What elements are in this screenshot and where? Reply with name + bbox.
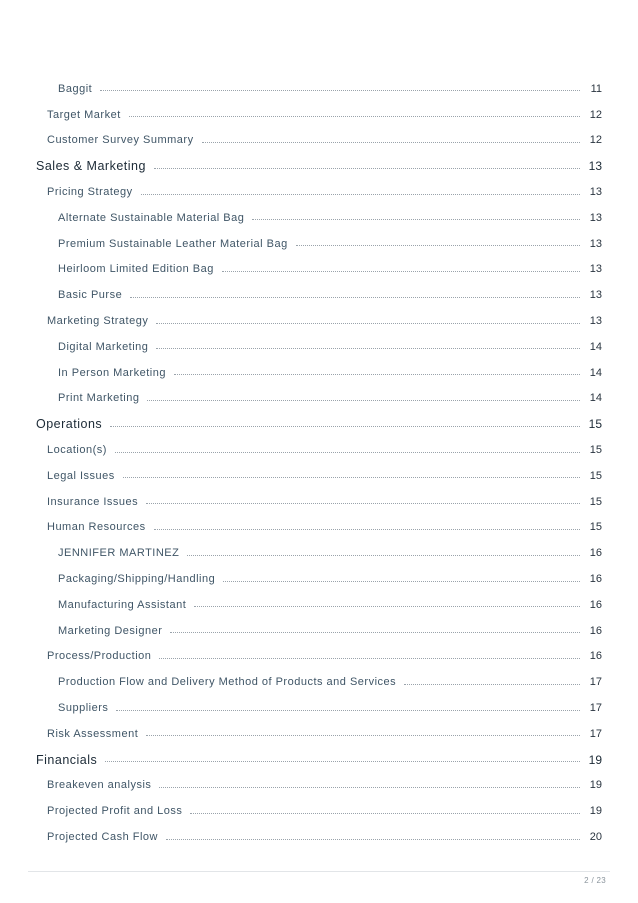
toc-dot-leader	[146, 503, 580, 504]
toc-dot-leader	[116, 710, 580, 711]
toc-entry-title: Heirloom Limited Edition Bag	[58, 263, 214, 276]
toc-entry[interactable]	[0, 308, 638, 334]
toc-dot-leader	[156, 348, 580, 349]
toc-dot-leader	[110, 426, 580, 427]
toc-entry-title: Print Marketing	[58, 392, 140, 405]
footer-divider	[28, 871, 610, 872]
toc-entry-title: Legal Issues	[47, 469, 115, 482]
toc-entry-page-number: 16	[589, 598, 602, 611]
toc-dot-leader	[174, 374, 580, 375]
toc-entry-page-number: 13	[589, 289, 602, 302]
toc-entry[interactable]	[0, 618, 638, 644]
toc-entry[interactable]	[0, 153, 638, 179]
toc-entry-title: Sales & Marketing	[36, 159, 146, 174]
toc-entry[interactable]	[0, 798, 638, 824]
toc-entry-page-number: 13	[589, 237, 602, 250]
toc-entry[interactable]	[0, 205, 638, 231]
toc-entry-page-number: 19	[589, 779, 602, 792]
toc-entry-title: Production Flow and Delivery Method of Products and Services	[58, 676, 397, 689]
toc-dot-leader	[222, 271, 580, 272]
toc-entry-page-number: 12	[589, 108, 602, 121]
toc-entry-page-number: 17	[589, 727, 602, 740]
toc-entry-title: Alternate Sustainable Material Bag	[58, 211, 245, 224]
toc-entry-title: In Person Marketing	[58, 366, 166, 379]
toc-entry[interactable]	[0, 824, 638, 850]
toc-entry[interactable]	[0, 76, 638, 102]
toc-entry-title: Marketing Strategy	[47, 315, 149, 328]
toc-entry-title: Financials	[36, 752, 98, 767]
toc-entry-page-number: 15	[589, 495, 602, 508]
toc-dot-leader	[223, 581, 580, 582]
toc-entry-title: Breakeven analysis	[47, 779, 152, 792]
toc-dot-leader	[187, 555, 580, 556]
toc-dot-leader	[147, 400, 580, 401]
toc-dot-leader	[296, 245, 580, 246]
toc-entry-title: Baggit	[58, 82, 93, 95]
toc-dot-leader	[100, 90, 580, 91]
toc-dot-leader	[156, 323, 580, 324]
toc-entry[interactable]	[0, 282, 638, 308]
toc-entry[interactable]	[0, 411, 638, 437]
toc-dot-leader	[130, 297, 580, 298]
toc-entry[interactable]	[0, 179, 638, 205]
toc-dot-leader	[141, 194, 580, 195]
toc-entry[interactable]	[0, 489, 638, 515]
toc-entry-page-number: 13	[589, 263, 602, 276]
toc-entry[interactable]	[0, 773, 638, 799]
toc-entry[interactable]	[0, 360, 638, 386]
toc-entry-title: Risk Assessment	[47, 727, 139, 740]
toc-entry[interactable]	[0, 669, 638, 695]
toc-entry[interactable]	[0, 592, 638, 618]
toc-entry[interactable]	[0, 437, 638, 463]
toc-entry-page-number: 13	[588, 159, 602, 174]
toc-entry-title: Human Resources	[47, 521, 146, 534]
toc-dot-leader	[404, 684, 580, 685]
page-indicator: 2 / 23	[584, 876, 606, 885]
toc-dot-leader	[154, 168, 580, 169]
toc-entry-page-number: 16	[589, 624, 602, 637]
toc-entry-page-number: 19	[589, 805, 602, 818]
toc-entry[interactable]	[0, 644, 638, 670]
toc-entry-title: Packaging/Shipping/Handling	[58, 573, 216, 586]
toc-entry-page-number: 16	[589, 573, 602, 586]
toc-entry[interactable]	[0, 566, 638, 592]
toc-entry-title: Manufacturing Assistant	[58, 598, 187, 611]
toc-entry-title: Process/Production	[47, 650, 152, 663]
toc-dot-leader	[105, 761, 580, 762]
table-of-contents	[0, 76, 638, 850]
toc-entry[interactable]	[0, 747, 638, 773]
toc-entry-title: Location(s)	[47, 444, 107, 457]
toc-dot-leader	[202, 142, 580, 143]
toc-entry-page-number: 16	[589, 650, 602, 663]
toc-entry-page-number: 16	[589, 547, 602, 560]
toc-dot-leader	[252, 219, 580, 220]
toc-dot-leader	[159, 658, 580, 659]
toc-dot-leader	[190, 813, 580, 814]
toc-entry[interactable]	[0, 102, 638, 128]
toc-entry-title: Marketing Designer	[58, 624, 163, 637]
toc-entry-title: Basic Purse	[58, 289, 123, 302]
toc-entry-page-number: 13	[589, 211, 602, 224]
toc-entry-page-number: 14	[589, 340, 602, 353]
toc-entry-page-number: 13	[589, 315, 602, 328]
toc-entry[interactable]	[0, 334, 638, 360]
toc-entry[interactable]	[0, 515, 638, 541]
toc-entry[interactable]	[0, 231, 638, 257]
toc-entry-page-number: 14	[589, 366, 602, 379]
toc-dot-leader	[146, 735, 580, 736]
toc-entry[interactable]	[0, 695, 638, 721]
toc-dot-leader	[159, 787, 580, 788]
toc-dot-leader	[154, 529, 580, 530]
toc-entry[interactable]	[0, 721, 638, 747]
toc-dot-leader	[170, 632, 580, 633]
toc-entry-title: Projected Cash Flow	[47, 831, 158, 843]
toc-entry-page-number: 15	[589, 444, 602, 457]
toc-entry-title: Digital Marketing	[58, 340, 149, 353]
toc-dot-leader	[115, 452, 580, 453]
toc-entry-title: Premium Sustainable Leather Material Bag	[58, 237, 288, 250]
toc-entry-title: Pricing Strategy	[47, 186, 133, 199]
toc-dot-leader	[129, 116, 580, 117]
toc-entry-page-number: 15	[589, 469, 602, 482]
toc-entry-page-number: 17	[589, 676, 602, 689]
toc-entry-page-number: 12	[589, 134, 602, 147]
toc-entry-page-number: 13	[589, 186, 602, 199]
toc-entry-title: Insurance Issues	[47, 495, 139, 508]
toc-dot-leader	[166, 839, 580, 840]
toc-entry[interactable]	[0, 540, 638, 566]
toc-dot-leader	[123, 477, 580, 478]
toc-entry-title: Customer Survey Summary	[47, 134, 194, 147]
toc-entry-title: Projected Profit and Loss	[47, 805, 183, 818]
toc-entry[interactable]	[0, 463, 638, 489]
toc-entry-page-number: 11	[590, 82, 602, 95]
toc-entry-page-number: 14	[589, 392, 602, 405]
toc-entry-title: JENNIFER MARTINEZ	[58, 547, 180, 560]
toc-entry-page-number: 15	[588, 417, 602, 432]
toc-entry-page-number: 15	[589, 521, 602, 534]
toc-entry-title: Suppliers	[58, 702, 109, 715]
toc-entry[interactable]	[0, 128, 638, 154]
toc-entry-page-number: 19	[588, 752, 602, 767]
toc-entry-title: Operations	[36, 417, 103, 432]
toc-entry[interactable]	[0, 386, 638, 412]
toc-entry-page-number: 17	[589, 702, 602, 715]
toc-entry[interactable]	[0, 257, 638, 283]
toc-entry-page-number: 20	[589, 831, 602, 843]
toc-dot-leader	[194, 606, 580, 607]
toc-entry-title: Target Market	[47, 108, 121, 121]
